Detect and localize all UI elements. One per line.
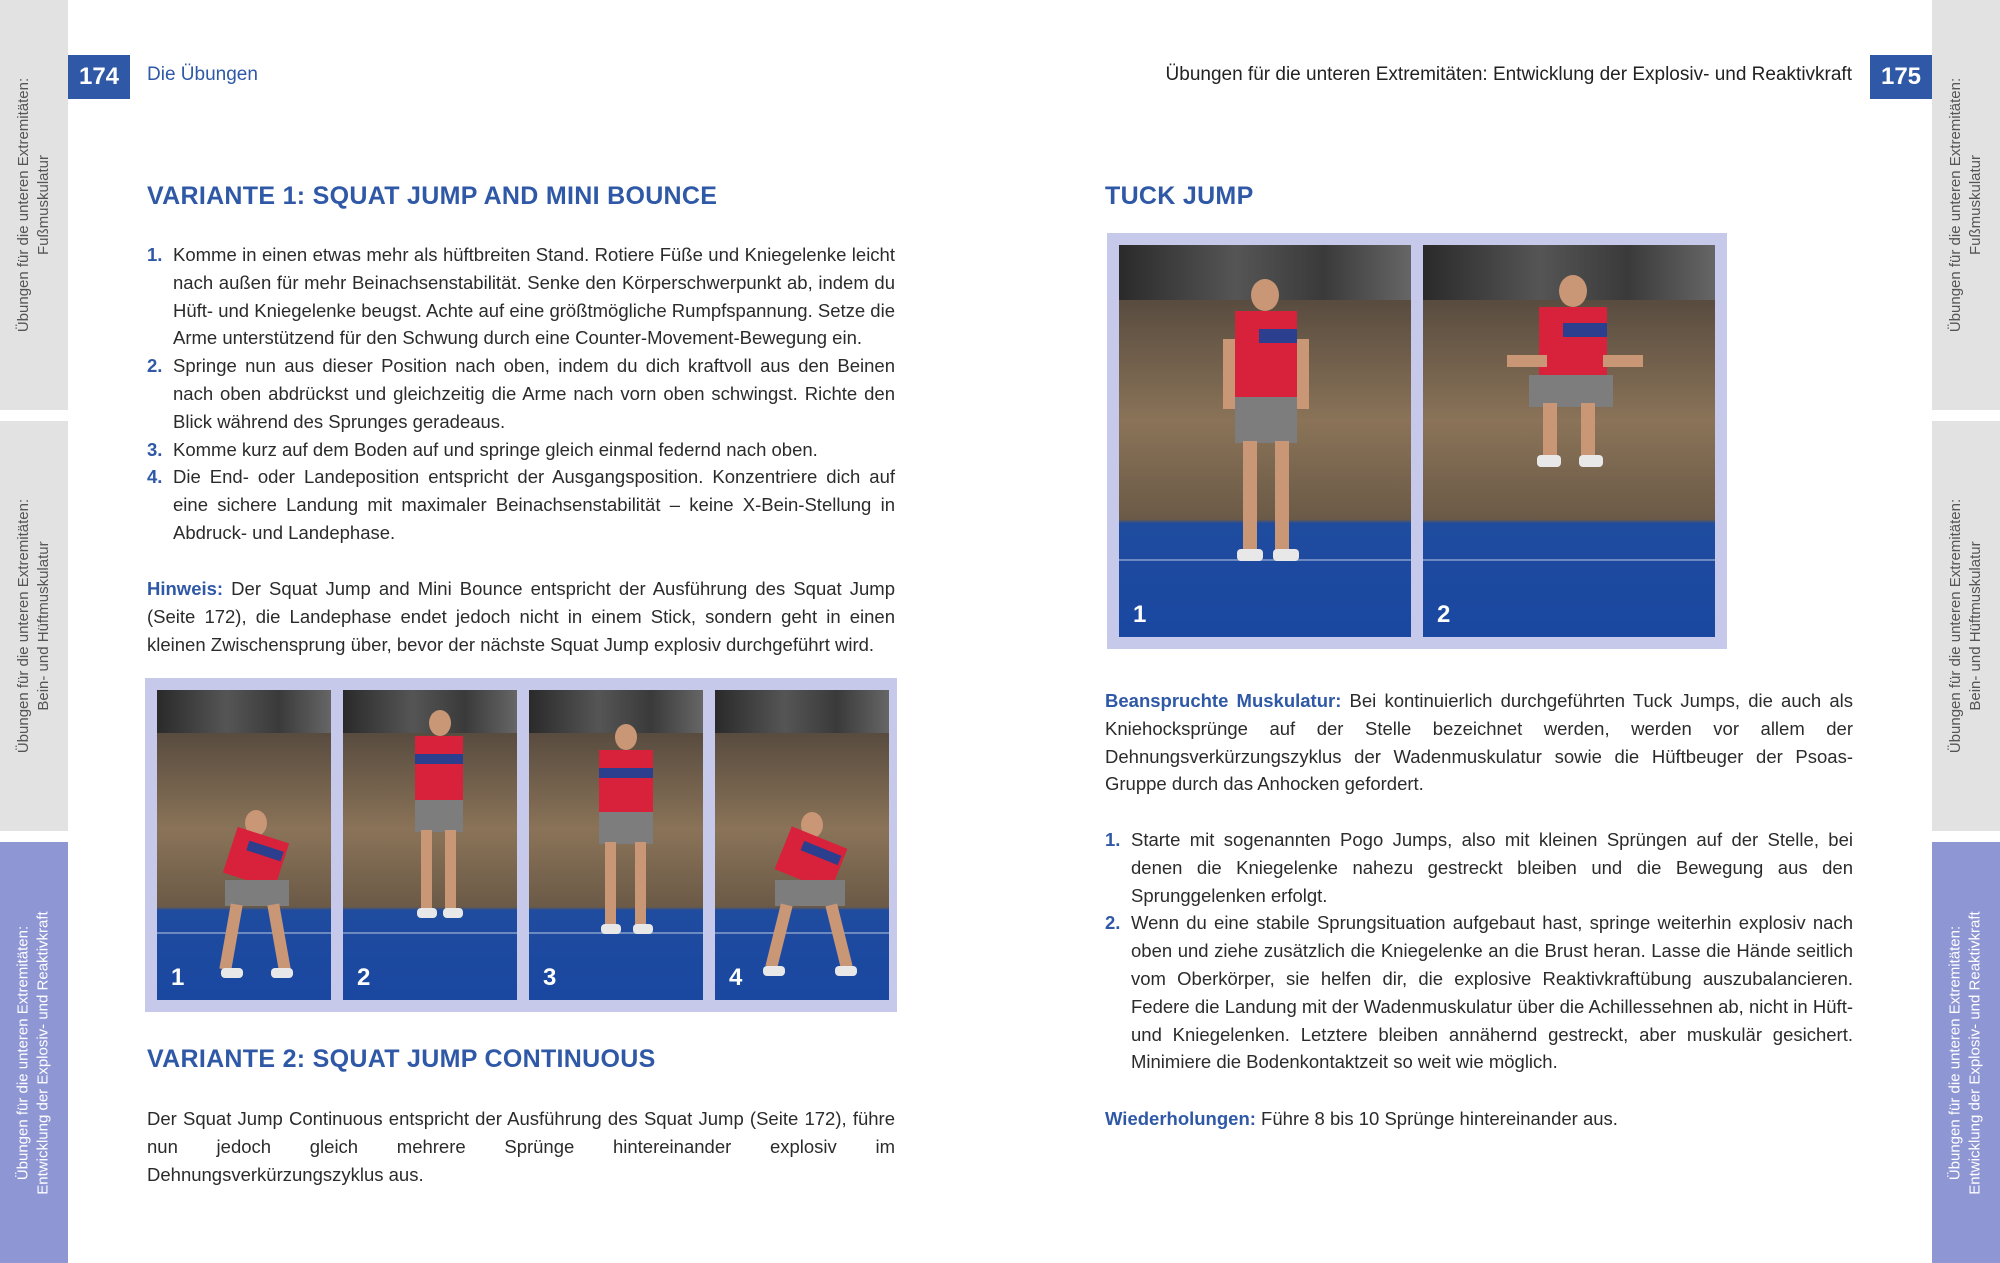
photo-squat-1 [157,690,331,1000]
tuck-jump-photo-strip [1107,233,1727,649]
tuck-jump-reps [1105,1105,1853,1133]
hint-text: Der Squat Jump and Mini Bounce entspricht der Ausführung des Squat Jump (Seite 172), die Landephase endet jedoch nicht in einem Stick, sondern geht in einen kleinen Zwischensprung über, bevor der nächste Squat Jump explosiv durchgeführt wird. [147,578,895,655]
side-tab-explosive-reactive[interactable] [1932,842,2000,1263]
left-side-tabs [0,0,68,1263]
side-tab-leg-hip-muscles[interactable] [0,421,68,831]
reps-label: Wiederholungen: [1105,1108,1256,1129]
side-tab-label: Übungen für die unteren Extremitäten: Entwicklung der Explosiv- und Reaktivkraft [15,910,52,1195]
tuck-jump-title: TUCK JUMP [1105,182,1254,210]
list-item [147,463,895,546]
photo-tuck-1 [1119,245,1411,637]
photo-label: 1 [171,964,185,991]
photo-label: 3 [543,964,557,991]
photo-squat-4 [715,690,889,1000]
photo-label: 2 [357,964,371,991]
running-head-left: Die Übungen [147,64,258,85]
variant2-paragraph: Der Squat Jump Continuous entspricht der Ausführung des Squat Jump (Seite 172), führe nun jedoch gleich mehrere Sprünge hintereinander explosiv im Dehnungsverkürzungszyklus aus. [147,1108,895,1185]
variant2-title: VARIANTE 2: SQUAT JUMP CONTINUOUS [147,1045,656,1073]
step-number: 3. [147,438,163,460]
step-number: 2. [147,355,163,377]
muscles-label: Beanspruchte Muskulatur: [1105,690,1342,711]
side-tab-label: Übungen für die unteren Extremitäten: Fußmuskulatur [15,77,53,333]
running-head-right: Übungen für die unteren Extremitäten: Entwicklung der Explosiv- und Reaktivkraft [1165,64,1852,85]
photo-label: 1 [1133,601,1147,628]
variant1-hint [147,575,895,658]
step-text: Komme in einen etwas mehr als hüftbreiten Stand. Rotiere Füße und Kniegelenke leicht nach außen für mehr Beinachsenstabilität. Senke den Körperschwerpunkt ab, indem du Hüft- und Kniegelenke beugst. Achte auf eine größtmögliche Rumpfspannung. Setze die Arme unterstützend für den Schwung durch eine Counter-Movement-Bewegung ein. [173,244,895,349]
tuck-jump-muscles [1105,687,1853,798]
side-tab-foot-muscles[interactable] [0,0,68,410]
step-text: Wenn du eine stabile Sprungsituation aufgebaut hast, springe weiterhin explosiv nach oben und ziehe zusätzlich die Kniegelenke an die Brust heran. Lasse die Hände seitlich vom Oberkörper, sie helfen dir, die explosive Reaktivkraftübung auszubalancieren. Federe die Landung mit der Wadenmuskulatur über die Achillessehnen ab, nicht in Hüft- und Kniegelenken. Letztere bleiben annähernd gestreckt, aber muskulär gesichert. Minimiere die Bodenkontaktzeit so weit wie möglich. [1131,912,1853,1073]
step-text: Springe nun aus dieser Position nach oben, indem du dich kraftvoll aus den Beinen nach oben abdrückst und gleichzeitig die Arme nach vorn oben schwingst. Richte den Blick während des Sprunges geradeaus. [173,355,895,432]
photo-label: 4 [729,964,743,991]
side-tab-explosive-reactive[interactable] [0,842,68,1263]
list-item [147,352,895,435]
side-tab-label: Übungen für die unteren Extremitäten: Bein- und Hüftmuskulatur [15,498,53,754]
side-tab-foot-muscles[interactable] [1932,0,2000,410]
step-number: 2. [1105,912,1121,934]
variant2-text [147,1105,895,1188]
tuck-jump-steps [1105,826,1853,1076]
step-number: 1. [147,244,163,265]
variant1-steps [147,241,895,547]
list-item [1105,909,1853,1076]
side-tab-leg-hip-muscles[interactable] [1932,421,2000,831]
side-tab-label: Übungen für die unteren Extremitäten: Fußmuskulatur [1947,77,1985,333]
photo-squat-3 [529,690,703,1000]
step-text: Komme kurz auf dem Boden auf und springe gleich einmal federnd nach oben. [173,438,818,460]
photo-tuck-2 [1423,245,1715,637]
side-tab-label: Übungen für die unteren Extremitäten: Bein- und Hüftmuskulatur [1947,498,1985,754]
step-text: Die End- oder Landeposition entspricht der Ausgangsposition. Konzentriere dich auf eine sichere Landung mit maximaler Beinachsenstabilität – keine X-Bein-Stellung in Abdruck- und Landephase. [173,466,895,543]
list-item [1105,826,1853,909]
photo-label: 2 [1437,601,1451,628]
page-number-left: 174 [68,55,130,99]
side-tab-label: Übungen für die unteren Extremitäten: Entwicklung der Explosiv- und Reaktivkraft [1947,910,1984,1195]
variant1-title: VARIANTE 1: SQUAT JUMP AND MINI BOUNCE [147,182,718,210]
hint-label: Hinweis: [147,578,224,599]
muscles-text: Bei kontinuierlich durchgeführten Tuck Jumps, die auch als Kniehocksprünge auf der Stelle bezeichnet werden, werden vor allem der Dehnungsverkürzungszyklus der Wadenmuskulatur sowie die Hüftbeuger der Psoas-Gruppe durch das Anhocken gefordert. [1105,690,1853,795]
list-item [147,436,895,464]
step-number: 4. [147,466,163,488]
right-side-tabs [1932,0,2000,1263]
variant1-photo-strip [145,678,897,1012]
reps-text: Führe 8 bis 10 Sprünge hintereinander aus. [1255,1108,1618,1129]
page-number-right: 175 [1870,55,1932,99]
photo-squat-2 [343,690,517,1000]
step-number: 1. [1105,829,1121,850]
list-item [147,241,895,352]
step-text: Starte mit sogenannten Pogo Jumps, also mit kleinen Sprüngen auf der Stelle, bei denen die Kniegelenke nahezu gestreckt bleiben und die Bewegung aus den Sprunggelenken erfolgt. [1131,829,1853,906]
